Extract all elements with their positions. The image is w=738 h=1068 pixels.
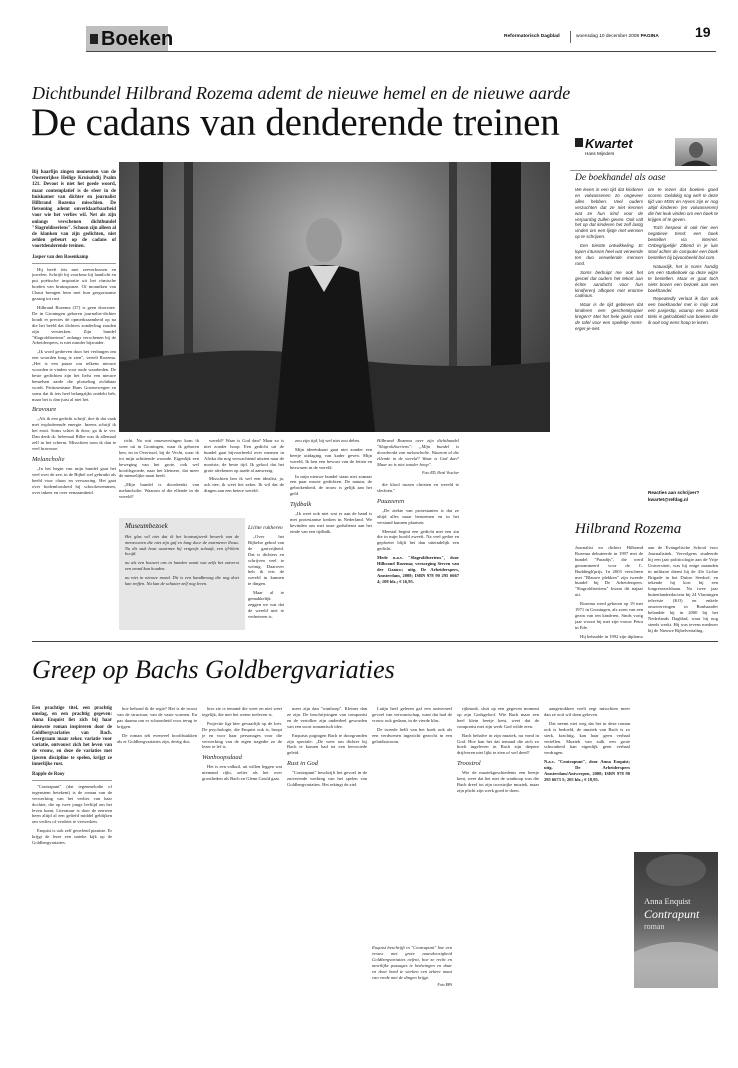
page-number: 19 [695, 24, 711, 40]
article1-column-5: die kloof tussen christen en wereld te slechten." Pauzeeren „De ziekte van protestanten is dat ze altijd alles maar benoemen en in het verstand kunnen plaatsen. Meestal begint een gedicht met een zin die in mijn hoofd zweeft. Na veel gedoe en geploeter blijft het dan uiteindelijk een gedicht. Mede n.a.v. "Slagroldiseriens", door Hilbrand Rozema; verzorging Steven van der Gaauw; uitg. De Arbeiderspers, Amsterdam, 2008; ISBN 978 90 295 6667 4; 108 blz.; € 16,95. [377, 482, 459, 584]
section-divider [32, 641, 718, 642]
kwartet-author: Hans Mijnders [585, 151, 615, 156]
kwartet-reactions: Reacties aan schrijver? [648, 490, 700, 495]
kwartet-email[interactable]: kwartet@refdag.nl [648, 497, 688, 502]
museum-poem-box: Museumbezoek Het glas wil niet dat ik het houtsnijwerk bewerk van de mensvoeten die niet zijn gaf en lang door de marmeren lhous. Nu dit stuk hout waarmee hij vergeefs schaaft, een ijl-klein hoofd. nu als een houwet ons in handen waait wat zelfs het zuiverst een mond kan houden. nu niet in nieuwe mond. Dit is een handbewag die nog doet kan treffen. Nu kan de schutter zelf nog leven. [119, 518, 245, 630]
article1-column-4: zou zijn tijd, bij wel niet zou delen. Mijn ideeënkaart gaat niet zonder een beetje uitdaging van kader geven. Mijn wereld, Ik ben een bewust van de feiten en bezwaren in de wereld. In mijn nieuwe bundel staan niet zomaar een paar mooie gedichten. De natuur, de gebrokenheid, de trouw is gelijk aan het geld. Tijdbalk „Ik weet ook niet wat er aan de hand is met protestantse kerken in Nederland. We bevinden ons met onze godsdienst aan het einde van een tijdbalk. [290, 438, 372, 534]
bio-title: Hilbrand Rozema [575, 521, 682, 537]
subhead-bravoure: Bravoure [32, 406, 57, 414]
kwartet-rule [570, 170, 717, 171]
subhead-wanhoopsdaad: Wanhoopsdaad [202, 754, 242, 762]
article1-byline: Jasper van den Rosenkamp [32, 255, 116, 264]
cover-title: Contrapunt [644, 907, 700, 921]
poem-title: Museumbezoek [125, 522, 168, 530]
masthead [0, 0, 738, 50]
article1-column-3: wereld? Waar is God dan? Maar zo is niet zonder hoop. Een gedicht uit de bundel gaat bijvoorbeeld over mensen in Afrika die nog verwachtend uitzien naar de mooiste, de beste tijd. Ik geloof dat het grote afrekenen op aarde al aanwezig. Misschien ben ik wel een idealist, ja, ach nee, ik weet het zeker. Ik wil dat de dingen aan een betere wereld. [204, 438, 284, 494]
book-info-rozema: Mede n.a.v. "Slagroldiseriens", door Hilbrand Rozema; verzorging Steven van der Gaauw; uitg. De Arbeiderspers, Amsterdam, 2008; ISBN 978 90 295 6667 4; 108 blz.; € 16,95. [377, 555, 459, 584]
rozema-photo [119, 162, 550, 432]
article2-column-3: hier zie is iemand die weet en niet weet tegelijk, die met het weten toeleven is. Projectie ligt hier gevaarlijk op de loer. De psychologie, die Enquist ook is, hoopt je en voor haar personages voor die verwerking van de eigen tragedie zo de lezer te lef is. Wanhoopsdaad Het is een valkuil, uit willen leggen wat niemand rijkt, zelier als het over grootheden als Bach en Glenn Gould gaat. [202, 706, 282, 782]
section-marker-icon [90, 34, 98, 44]
subhead-rust-in-god: Rust in God [287, 760, 319, 768]
article2-lead: Een prachtige titel, een prachtig omslag, en een prachtig gegeven: Anna Enquist liet zich bij haar nieuwste roman inspireren door de Goldbergvariaties van Bach. Leergraam maar zeker, variatie voor variatie, ontvouwt zich het leven van de vrouw, en deze de variaties met ijzeren discipline te spelen, krijgt ze innerlijke rust. [32, 706, 112, 767]
article2-column-5: Latijn heel geleren gaf een universeel gevoel van verwantschap, want dat had de vrouw ook gedaan, in de vierde klas. De tweede helft van het boek ook als een verdwenen ingezicht gezocht in een geluidsstroom. [372, 706, 452, 744]
enquist-quote: Enquist beschrijft in "Contrapunt" hoe een vrouw met grote nauwkeurigheid Goldbergvariaties oefent, hoe ze recht en moeilijke passages te bedwingen en daar en door hard te werken een zekere maat van vrede met de dingen krijgt. Foto RPA [372, 945, 452, 988]
photo-scene [119, 162, 550, 432]
article1-headline: De cadans van denderende treinen [31, 101, 560, 144]
contrapunt-book-cover [634, 852, 718, 988]
kwartet-author-photo [675, 138, 717, 166]
article2-column-6: rijkmodt, sluit op een gegeven moment op zijn Godsgeloof. Wie Bach maar een heel klein beetje kent, weet dat de componist met zijn werk God wilde eren. Bach behalve in zijn muziek, nu vond in God. Hoe kan het dat iemand die zich zo hoeft ingeleven in Bach zijn diepere drijfveren niet lijkt te zien of wel deed? Troostrol Wie de muziekgeschiedenis een beetje kent, weet dat het niet de wanhoop was die Bach dreef tot zijn troostrijke muziek, maar zijn plicht zijn werk goed te doen. [457, 706, 539, 793]
subhead-lichte-rakheren: Lichte rakheren [248, 525, 283, 531]
kwartet-title: De boekhandel als oase [575, 173, 666, 183]
kwartet-column-1: We leven in een tijd dat kinderen en volwassenen zo ongeveer alles hebben. Veel ouders verzuchten dat ze niet kennen wat ze hun kind voor de verjaardag zullen geven. Ook valt het op dat kinderen het zelf lastig vinden om een lijstje met wensen op te schrijven. Een triestte ontwikkeling. Er lopen intussen heel wat verwende ten duo verwelende mensen rond. Soms bedruipt me ook het gevoel dat ouders het tekort aan échte aandacht voor hun kind(eren) afkopen met enorme cadeaus. Waar is de tijd gebleven dat kinderen een geschenkpapier kregen? Met het hele gezin rond de tafel voor een spelletje mens-erger-je-niet. [575, 187, 643, 331]
article1-column-1: Bij haarfijn zingen momenten van de Oostenrijkse Heilige Kruisabdij Psalm 121. Devoot is niet het goede woord, maar contemplatief is de sfeer in de huiskamer van dichter en journalist Hilbrand Rozema misschien. De fietsoning ademt onverklaarbaarheid voor wie het verlies wil. Net als zijn onlangs verschenen dichtbundel "Slagroldiseriens". Schoon zijn alleen al de klanken van zijn gedichten, niet zelden gebeurt op de cadans of voortdenderende treinen. Jasper van den Rosenkamp Hij heeft iets met zeeverbossen en juwelen. Schrijft bij voorkeur bij laanlicht en put poëtische inspiratie uit het römische borden van bruinsponze. Of monniken van Chaut brengen hem met hun gregoriaanse gezang tot rust. Hilbrand Rozema (37) is geen doorsnee. De in Groningen geboren journalist-dichter houdt er precies de opmerkzaamheid op na die het beeld dat dichters zonderling zouden zijn versterken. Zijn bundel "Slagroldiseriens" onlangs verschenen bij de Arbeiderspers, is niet minder bijzonder. „Ik word gedreven door het verlangen om een woorden brug te zien", vertelt Rozema. „Het is een pauze om telkens nieuwe woorden te vinden voor oude waarheden. De beste gedichten zijn het liefst een nieuwe hemelsen aarde die plotseling zichtbaar wordt. Psittosmisme Hans Groenewegen en soms dat ik iets heel belangrijks ontdekt heb, maar het is dan juist al niet het. Bravoure „Als ik een gedicht schrijf, doe ik dat vaak met exploderende energie. Ineens schrijf ik het eruit. Soms schiet ik door, ga ik te ver. Dan denk ik: helemaal Rilke was ik allemaal zelf in het scherm. Misschien toon ik dan te veel bravoure. Melancholie „In het begin van mijn bundel gaat het veel over de zee, in de Bijbel wel gebruikt als beeld voor chaos en verwarring. Het gaat over bodemloosheid bij schoolzwemmen, over inkeer en over eenzaamheid. [32, 170, 117, 495]
masthead-divider [570, 31, 571, 43]
cover-author: Anna Enquist [644, 896, 691, 906]
subhead-tijdbalk: Tijdbalk [290, 501, 312, 509]
article2-column-1: Een prachtige titel, een prachtig omslag, en een prachtig gegeven: Anna Enquist liet zich bij haar nieuwste roman inspireren door de Goldbergvariaties van Bach. Leergraam maar zeker, variatie voor variatie, ontvouwt zich het leven van de vrouw, en deze de variaties met ijzeren discipline te spelen, krijgt ze innerlijke rust. Rapple de Rooy "Contrapunt" (dat tegenmelodie of tegenstem betekent) is de roman van de verwerking van het verlies van haar dochter, die op twee jonge leeftijd om het leven komt. Literatuur is door de eeuwen heen altijd al een geliefd middel geblijken om verlies of verdriet te verwerken. Enquist is ook zelf geoefend pianiste. Er krijgt de lezer een unieke kijk op de Goldbergvariaties. [32, 706, 112, 846]
article1-column-2: richt. Na wat omzwervingen kom ik weer uit in Groningen, waar ik geboren ben, en in Overissel, bij de Vecht, waar ik tot mijn achttiende woonde. Eigenlijk een beweging van het grote, ook wel hoofdsgroede, naar het kleinere, dat meer de menselijke maat heeft. „Mijn bundel is doordrenkt van melancholie. Waarom al die ellende in de wereld? [119, 438, 199, 500]
article2-headline: Greep op Bachs Goldbergvariaties [32, 655, 395, 684]
bio-column-2: aan de Evangelische School voor Journalistiek. Vervolgens studeerde hij een jaar politicologie aan de Vrije Universiteit, was hij enige maanden in militaire dienst bij de 41e Lichte Brigade in het Duitse Seedorf, en tekende hij kort bij een longresearchbaan. Na twee jaar buitenlandredacteur bij 24 Vlamingen televisie (KO) en enkele omzwervingen in Bonhaarder belandde hij in 2000 bij het Nederlands Dagblad, waar hij nog steeds werkt. Hij was tevens medeoer bij de Nieuwe Bijbelvertaling. [648, 545, 718, 633]
article1-lead: Bij haarfijn zingen momenten van de Oostenrijkse Heilige Kruisabdij Psalm 121. Devoot is niet het goede woord, maar contemplatief is de sfeer in de huiskamer van dichter en journalist Hilbrand Rozema misschien. De fietsoning ademt onverklaarbaarheid voor wie het verlies wil. Net als zijn onlangs verschenen dichtbundel "Slagroldiseriens". Schoon zijn alleen al de klanken van zijn gedichten, niet zelden gebeurt op de cadans of voortdenderende treinen. [32, 170, 117, 250]
section-title: Boeken [101, 28, 174, 50]
article1-kicker: Dichtbundel Hilbrand Rozema ademt de nieuwe hemel en de nieuwe aarde [32, 83, 571, 103]
subhead-troostrol: Troostrol [457, 760, 481, 768]
kwartet-mark-icon [575, 138, 583, 147]
article2-column-7: aangetrokken voelt zegt misschien meer dan ze ooit wil doen geloven. Dat neemt niet weg dat het in deze roman ook is bedoeld, de muziek van Bach is zo sterk, krachtig, kan haar geen verhaal vertellen. Muziek van zulk een grote schoonheid kan eigenlijk geen verhaal verdragen. N.a.v. "Contrapunt", door Anna Enquist; uitg. De Arbeiderspers Amsterdam/Antwerpen, 2008; ISBN 978 90 295 6673 5; 205 blz.; € 18,95. [544, 706, 630, 782]
subhead-melancholie: Melancholie [32, 455, 65, 463]
bio-column-1: Journalist en dichter Hilbrand Rozema debuteerde in 1997 met de bundel "Paradijs", die werd genomineerd voor de C. Buddingh'prijs. In 2003 verscheen met "Blauwe plekken" zijn tweede bundel bij De Arbeiderspers. "Slagroldiseriens" kwam dit najaar uit. Rozema werd geboren op 19 mei 1971 in Groningen, als zoon van een gezin van ten kinderen. Sinds vorig jaar woont hij met zijn vrouw Petra in Ede. Hij behaalde in 1992 zijn diploma [575, 545, 643, 639]
photo-caption: Hilbrand Rozema over zijn dichtbundel "Slagroldiseriens": „Mijn bundel is doordrenkt van melancholie. Waarom al die ellende in de wereld? Waar is God dan? Maar zo is niet zonder hoop". Foto RD, Henk Visscher [377, 438, 459, 475]
article1-column-3b: Lichte rakheren „Over het Bijbelse gebod van de gastvrijheid. Dat is dichters en schrijven veel te weinig. Daarover heb ik iets de wereld in kunnen te dingen. Maar al te gemakkelijk zeggen we wat dat de wereld niet te verbeteren is. [248, 525, 284, 619]
newspaper-name: Reformatorisch Dagblad [504, 34, 560, 39]
book-info-enquist: N.a.v. "Contrapunt", door Anna Enquist; uitg. De Arbeiderspers Amsterdam/Antwerpen, 2008; ISBN 978 90 295 6673 5; 205 blz.; € 18,95. [544, 759, 630, 782]
kwartet-column-2: om te lezen dat boeken goed scoren. Gelukkig nog wel! In deze tijd van MSN en Hyves zijn er nog altijd kinderen (en volwassenen) die het leuk vinden om een boek te krijgen of te geven. Toch bespeur ik ook hier een negatieve trend: een boek bestellen via internet. Onbegrijpelijk! Zittend in je luie stoel achter de computer een boek bestellen bij bijvoorbeeld bol.com. Natuurlijk, het is soms handig om een studieboek op deze wijze te bestellen. Maar er gaat toch niets boven een bezoek aan een boekhandel. Repeatedly verlaat ik dan ook een boekhandel met in mijn zak een pasjestip, waarop een aantal titels is gekrabbeld van boeken die ik ooit nog eens hoop te lezen. [648, 187, 718, 326]
masthead-rule [86, 51, 716, 52]
article2-column-4: meer zijn dan "wanhoop". Kleiner dan ze zijn. De beschrijvingen van componist en de vertolker zijn onderdeel geworden van een soort romantisch idee. Enquists pogingen Bach te doorgronden zijn speciale: „De weer om dichter bij Bach te komen had tot een leeswoede geleid. Rust in God "Contrapunt" beschrijft het gevoel in de zuiverende werking van het spelen van Goldbergvariaties. Het rekingt de ziel. [287, 706, 367, 788]
article2-byline: Rapple de Rooy [32, 772, 112, 781]
issue-date: woensdag 10 december 2008 PAGINA [576, 34, 659, 39]
author-portrait [675, 138, 717, 166]
cover-genre: roman [644, 922, 665, 931]
article2-column-2: hoe behoud ik de regie? Het is de troost van de structuur, van de vaste vormen. En pas daarna om er schoonheid voor terug te krijgen. De roman telt evenveel hoofdstukken als er Goldbergvariaties zijn, dertig dus. [117, 706, 197, 744]
subhead-pauzeeren: Pauzeeren [377, 497, 405, 505]
